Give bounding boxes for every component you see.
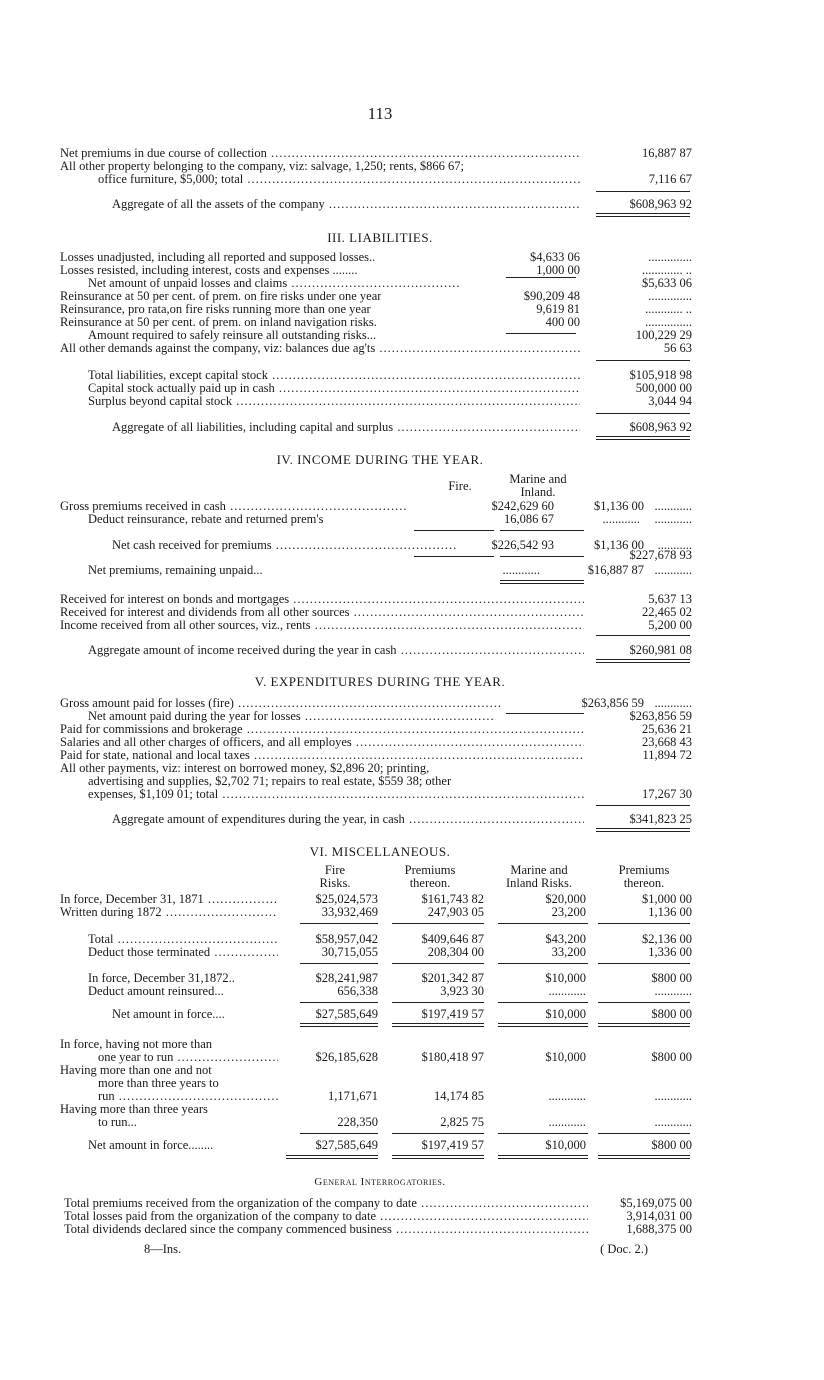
liability-row: Reinsurance at 50 per cent. of prem. on inland navigation risks. 400 00 ............... xyxy=(60,315,692,329)
liability-total-row: Surplus beyond capital stock ..... 3,044 94 xyxy=(60,394,692,408)
liability-row: Losses resisted, including interest, costs and expenses ........ 1,000 00 ............. .. xyxy=(60,263,692,277)
misc-term2: more than three years to xyxy=(98,1076,219,1090)
income-row: Gross premiums received in cash ..... $242,629 60 $1,136 00 ............ xyxy=(60,499,692,513)
misc-col-marine: Marine and Inland Risks. xyxy=(506,863,572,890)
misc-row: Deduct those terminated ..... 30,715,055 208,304 00 33,200 1,336 00 xyxy=(60,945,692,959)
exp-other-2: advertising and supplies, $2,702 71; repairs to real estate, $559 38; other xyxy=(88,774,452,788)
exp-aggregate: Aggregate amount of expenditures during the year, in cash ..... $341,823 25 xyxy=(60,812,692,826)
exp-row: Salaries and all other charges of officers, and all employes ..... 23,668 43 xyxy=(60,735,692,749)
income-net-cash: Net cash received for premiums ..... $226,542 93 $1,136 00 ........... xyxy=(60,538,692,552)
misc-term1: one year to run ..... $26,185,628 $180,418 97 $10,000 $800 00 xyxy=(60,1050,692,1064)
misc-col-premiums-2: Premiums thereon. xyxy=(618,863,670,890)
misc-row: Total ..... $58,957,042 $409,646 87 $43,200 $2,136 00 xyxy=(60,932,692,946)
income-net-cash-total: $227,678 93 xyxy=(629,548,692,562)
general-heading: General Interrogatories. xyxy=(314,1176,446,1188)
liability-row: Reinsurance at 50 per cent. of prem. on fire risks under one year $90,209 48 .............. xyxy=(60,289,692,303)
misc-row: In force, December 31,1872.. $28,241,987 $201,342 87 $10,000 $800 00 xyxy=(88,971,692,985)
exp-row: Paid for state, national and local taxes ..... 11,894 72 xyxy=(60,748,692,762)
income-heading: IV. INCOME DURING THE YEAR. xyxy=(276,452,484,467)
col-marine: Marine and Inland. xyxy=(509,472,567,499)
income-aggregate: Aggregate amount of income received during the year in cash ..... $260,981 08 xyxy=(60,643,692,657)
liability-row: Amount required to safely reinsure all outstanding risks... 100,229 29 xyxy=(88,328,692,342)
expenditures-heading: V. EXPENDITURES DURING THE YEAR. xyxy=(254,674,506,689)
signature-mark: 8—Ins. xyxy=(144,1242,182,1256)
misc-term2: Having more than one and not xyxy=(60,1063,212,1077)
misc-term3: Having more than three years xyxy=(60,1102,208,1116)
misc-final: Net amount in force........ $27,585,649 $197,419 57 $10,000 $800 00 xyxy=(88,1138,692,1152)
income-other-row: Income received from all other sources, viz., rents ..... 5,200 00 xyxy=(60,618,692,632)
misc-term1: In force, having not more than xyxy=(60,1037,213,1051)
income-other-row: Received for interest and dividends from all other sources ..... 22,465 02 xyxy=(60,605,692,619)
col-fire: Fire. xyxy=(448,479,472,493)
misc-term3: to run... 228,350 2,825 75 ............ ............ xyxy=(98,1115,692,1129)
liability-row: Net amount of unpaid losses and claims ..... $5,633 06 xyxy=(60,276,692,290)
liability-row: Reinsurance, pro rata,on fire risks running more than one year 9,619 81 ............ .. xyxy=(60,302,692,316)
general-row: Total dividends declared since the company commenced business ..... 1,688,375 00 xyxy=(60,1222,692,1236)
income-row: Deduct reinsurance, rebate and returned prem's 16,086 67 ............ ............ xyxy=(88,512,692,526)
income-other-row: Received for interest on bonds and mortgages ..... 5,637 13 xyxy=(60,592,692,606)
exp-other-1: All other payments, viz: interest on borrowed money, $2,896 20; printing, xyxy=(60,761,430,775)
liabilities-heading: III. LIABILITIES. xyxy=(327,230,433,245)
liability-total-row: Total liabilities, except capital stock ..... $105,918 98 xyxy=(60,368,692,382)
doc-label: ( Doc. 2.) xyxy=(600,1242,648,1256)
general-row: Total premiums received from the organization of the company to date ..... $5,169,075 00 xyxy=(60,1196,692,1210)
misc-heading: VI. MISCELLANEOUS. xyxy=(309,844,451,859)
assets-row: office furniture, $5,000; total ..... 7,116 67 xyxy=(60,172,692,186)
liability-total-row: Capital stock actually paid up in cash ..... 500,000 00 xyxy=(60,381,692,395)
misc-row: In force, December 31, 1871 ..... $25,024,573 $161,743 82 $20,000 $1,000 00 xyxy=(60,892,692,906)
exp-row: Paid for commissions and brokerage ..... 25,636 21 xyxy=(60,722,692,736)
exp-other-3: expenses, $1,109 01; total ..... 17,267 30 xyxy=(60,787,692,801)
assets-row: Net premiums in due course of collection ..... 16,887 87 xyxy=(60,146,692,160)
misc-term2: run ..... 1,171,671 14,174 85 ............ ............ xyxy=(60,1089,692,1103)
misc-col-fire: Fire Risks. xyxy=(319,863,351,890)
liabilities-aggregate: Aggregate of all liabilities, including capital and surplus ..... $608,963 92 xyxy=(60,420,692,434)
assets-aggregate: Aggregate of all the assets of the company ..... $608,963 92 xyxy=(60,197,692,211)
exp-gross: Gross amount paid for losses (fire) ..... $263,856 59 ............ xyxy=(60,696,692,710)
page-number: 113 xyxy=(367,104,393,123)
liability-row: Losses unadjusted, including all reported and supposed losses.. $4,633 06 .............. xyxy=(60,250,692,264)
misc-row: Deduct amount reinsured... 656,338 3,923 30 ............ ............ xyxy=(88,984,692,998)
general-row: Total losses paid from the organization of the company to date ..... 3,914,031 00 xyxy=(60,1209,692,1223)
exp-net: Net amount paid during the year for losses ..... $263,856 59 xyxy=(60,709,692,723)
misc-row: Net amount in force.... $27,585,649 $197,419 57 $10,000 $800 00 xyxy=(112,1007,692,1021)
footer xyxy=(60,1242,692,1256)
misc-col-premiums: Premiums thereon. xyxy=(404,863,456,890)
misc-row: Written during 1872 ..... 33,932,469 247,903 05 23,200 1,136 00 xyxy=(60,905,692,919)
income-unpaid: Net premiums, remaining unpaid... ............ $16,887 87 ............ xyxy=(88,563,692,577)
liability-row: All other demands against the company, viz: balances due ag'ts ..... 56 63 xyxy=(60,341,692,355)
assets-row: All other property belonging to the company, viz: salvage, 1,250; rents, $866 67; xyxy=(60,159,464,173)
